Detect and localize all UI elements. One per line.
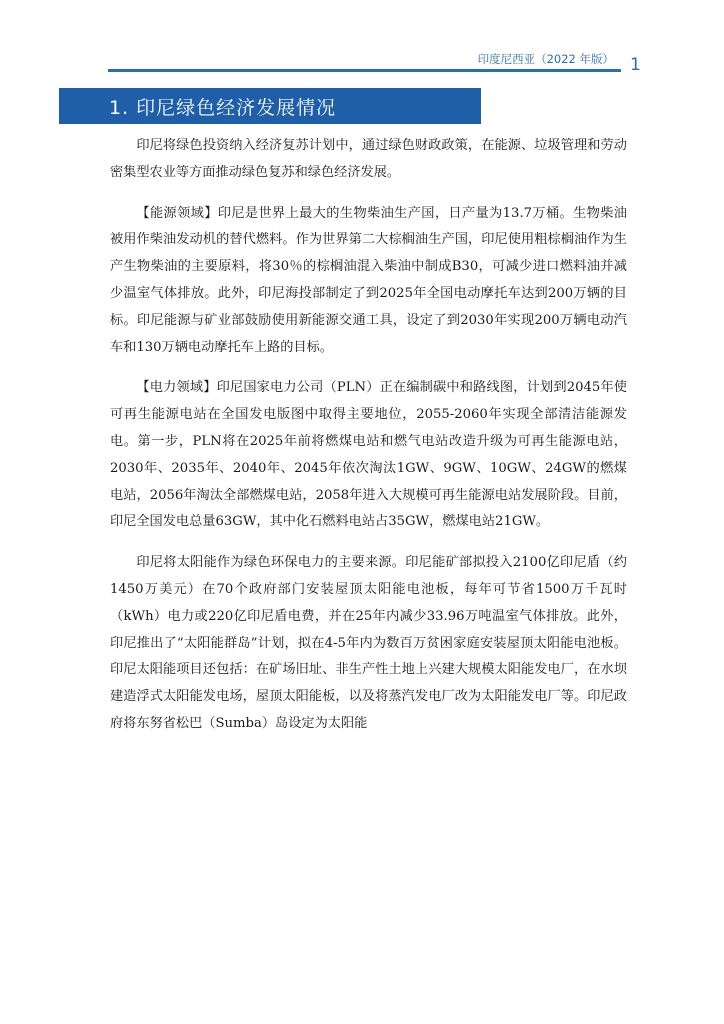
page-number: 1 [630,55,641,75]
section-title: 1. 印尼绿色经济发展情况 [109,96,337,119]
paragraph-energy: 【能源领域】印尼是世界上最大的生物柴油生产国，日产量为13.7万桶。生物柴油被用作柴油发动机的替代燃料。作为世界第二大棕榈油生产国，印尼使用粗棕榈油作为生产生物柴油的主要原料，将30％的棕榈油混入柴油中制成B30，可减少进口燃料油并减少温室气体排放。此外，印尼海投部制定了到2025年全国电动摩托车达到200万辆的目标。印尼能源与矿业部鼓励使用新能源交通工具，设定了到2030年实现200万辆电动汽车和130万辆电动摩托车上路的目标。 [110,205,627,355]
section-heading-banner [59,88,481,124]
header-divider [108,69,621,72]
body-text [110,133,627,752]
paragraph-intro: 印尼将绿色投资纳入经济复苏计划中，通过绿色财政政策，在能源、垃圾管理和劳动密集型农业等方面推动绿色复苏和绿色经济发展。 [110,138,627,180]
running-header: 印度尼西亚（2022 年版） [477,52,614,66]
paragraph-power: 【电力领域】印尼国家电力公司（PLN）正在编制碳中和路线图，计划到2045年使可再生能源电站在全国发电版图中取得主要地位，2055-2060年实现全部清洁能源发电。第一步，PLN将在2025年前将燃煤电站和燃气电站改造升级为可再生能源电站，2030年、2035年、2040年、2045年依次淘汰1GW、9GW、10GW、24GW的燃煤电站，2056年淘汰全部燃煤电站，2058年进入大规模可再生能源电站发展阶段。目前，印尼全国发电总量63GW，其中化石燃料电站占35GW，燃煤电站21GW。 [110,380,627,530]
paragraph-solar: 印尼将太阳能作为绿色环保电力的主要来源。印尼能矿部拟投入2100亿印尼盾（约1450万美元）在70个政府部门安装屋顶太阳能电池板，每年可节省1500万千瓦时（kWh）电力或220亿印尼盾电费，并在25年内减少33.96万吨温室气体排放。此外，印尼推出了“太阳能群岛”计划，拟在4-5年内为数百万贫困家庭安装屋顶太阳能电池板。印尼太阳能项目还包括：在矿场旧址、非生产性土地上兴建大规模太阳能发电厂，在水坝建造浮式太阳能发电场，屋顶太阳能板，以及将蒸汽发电厂改为太阳能发电厂等。印尼政府将东努省松巴（Sumba）岛设定为太阳能 [110,555,627,731]
